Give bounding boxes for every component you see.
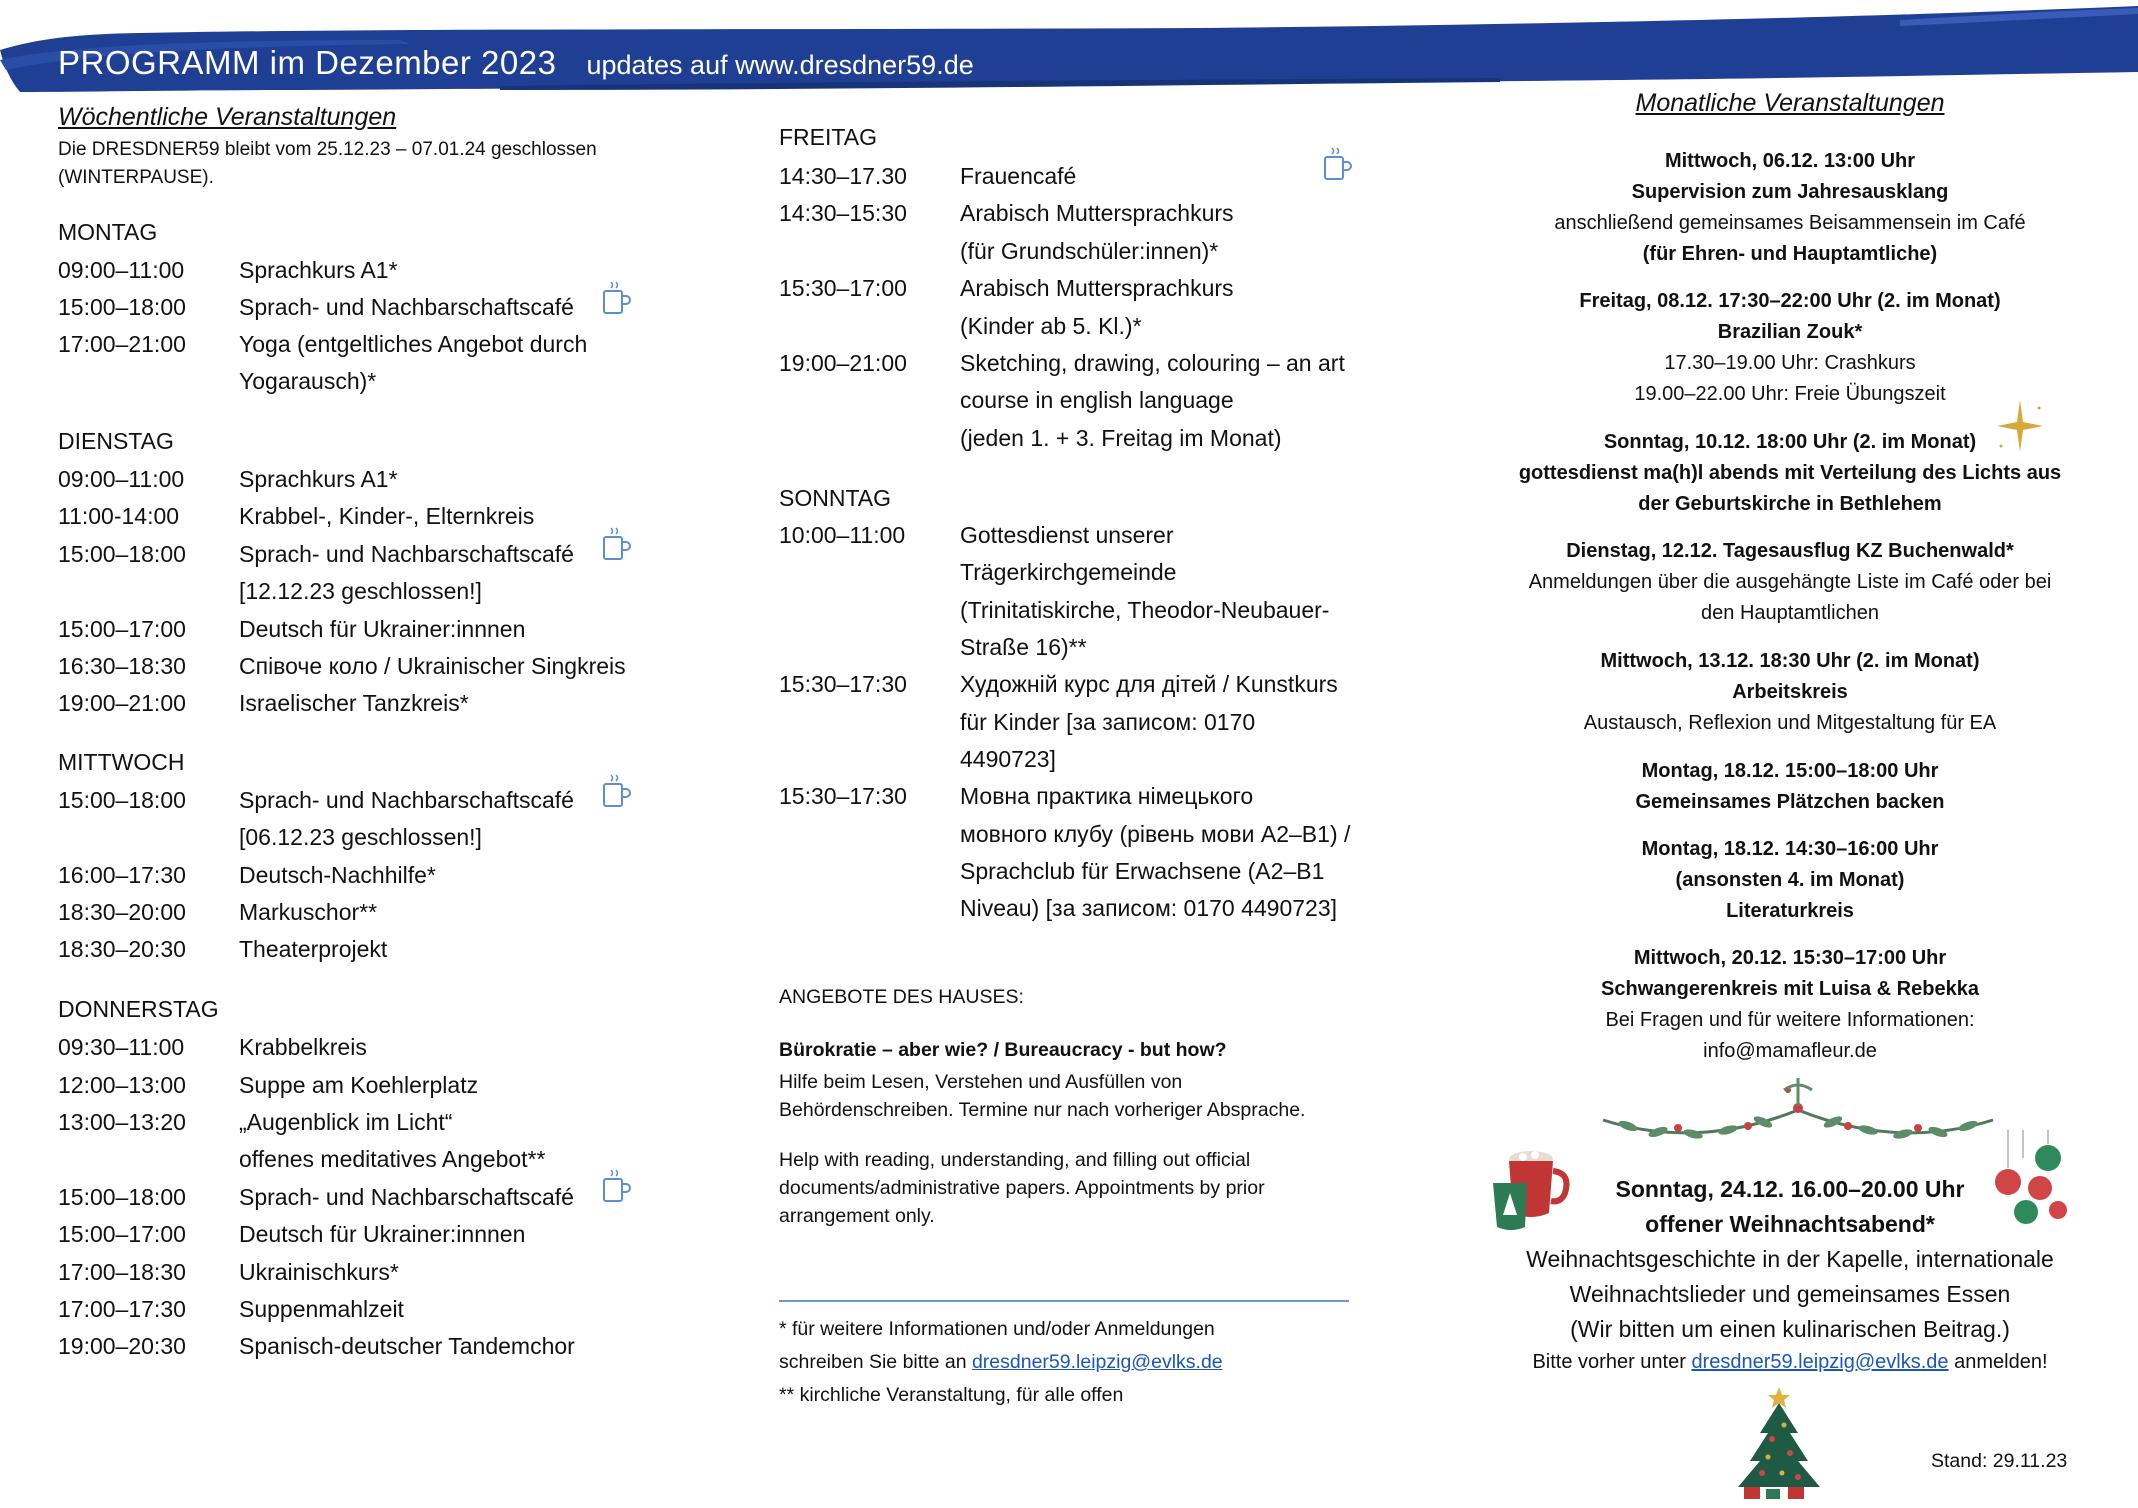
activity: Straße 16)** (960, 634, 1087, 660)
email-link[interactable]: dresdner59.leipzig@evlks.de (1691, 1351, 1949, 1373)
coffee-cup-icon (601, 280, 631, 318)
time: 18:30–20:30 (58, 936, 186, 962)
christmas-text: (Wir bitten um einen kulinarischen Beitrag.) (1570, 1316, 2010, 1342)
monthly-event (1480, 427, 2100, 520)
event-line: Freitag, 08.12. 17:30–22:00 Uhr (2. im Monat) (1579, 290, 2001, 312)
time: 17:00–18:30 (58, 1259, 186, 1285)
activity: Deutsch-Nachhilfe* (239, 862, 436, 888)
event-line: Gemeinsames Plätzchen backen (1635, 791, 1945, 813)
time: 17:00–17:30 (58, 1296, 186, 1322)
time: 15:00–17:00 (58, 616, 186, 642)
day-heading-freitag: FREITAG (779, 124, 877, 150)
activity: Співоче коло / Ukrainischer Singkreis (239, 653, 626, 679)
monthly-event (1480, 646, 2100, 739)
activity: Sketching, drawing, colouring – an art (960, 350, 1345, 376)
activity: Sprach- und Nachbarschaftscafé (239, 787, 574, 813)
event-line: Mittwoch, 13.12. 18:30 Uhr (2. im Monat) (1600, 650, 1980, 672)
event-line: Mittwoch, 06.12. 13:00 Uhr (1664, 150, 1916, 172)
time: 14:30–17.30 (779, 163, 907, 189)
time: 19:00–21:00 (779, 350, 907, 376)
event-line: der Geburtskirche in Bethlehem (1638, 493, 1942, 515)
event-line: Montag, 18.12. 15:00–18:00 Uhr (1641, 760, 1939, 782)
activity: (jeden 1. + 3. Freitag im Monat) (960, 425, 1282, 451)
activity: Arabisch Muttersprachkurs (960, 200, 1234, 226)
event-line: Schwangerenkreis mit Luisa & Rebekka (1601, 978, 1979, 1000)
day-heading-donnerstag: DONNERSTAG (58, 996, 219, 1022)
time: 11:00-14:00 (58, 503, 180, 529)
event-line: Sonntag, 10.12. 18:00 Uhr (2. im Monat) (1603, 431, 1977, 453)
house-offer-text-de (779, 1068, 1379, 1124)
time: 13:00–13:20 (58, 1109, 186, 1135)
footnote-text: schreiben Sie bitte an (779, 1351, 972, 1373)
activity: Frauencafé (960, 163, 1077, 189)
time: 09:30–11:00 (58, 1034, 185, 1060)
event-line: Bei Fragen und für weitere Informationen: (1605, 1009, 1975, 1031)
activity: Sprachkurs A1* (239, 466, 398, 492)
text-line: arrangement only. (779, 1205, 935, 1227)
register-text: Bitte vorher unter (1532, 1351, 1692, 1373)
footnote-divider (779, 1300, 1349, 1302)
monthly-heading-wrap (1480, 88, 2100, 121)
time: 19:00–20:30 (58, 1333, 186, 1359)
footnotes (779, 1313, 1379, 1412)
activity: offenes meditatives Angebot** (239, 1146, 546, 1172)
time: 15:00–18:00 (58, 541, 186, 567)
activity: Gottesdienst unserer (960, 522, 1174, 548)
christmas-title: offener Weihnachtsabend* (1645, 1211, 1935, 1237)
register-text: anmelden! (1948, 1351, 2048, 1373)
activity: Sprach- und Nachbarschaftscafé (239, 541, 574, 567)
day-heading-dienstag: DIENSTAG (58, 428, 174, 454)
monthly-heading: Monatliche Veranstaltungen (1635, 89, 1945, 117)
event-line: Dienstag, 12.12. Tagesausflug KZ Buchenwald* (1566, 540, 2014, 562)
event-line: Austausch, Reflexion und Mitgestaltung für EA (1583, 712, 1997, 734)
monthly-event (1480, 756, 2100, 818)
activity: Trägerkirchgemeinde (960, 559, 1177, 585)
event-line: Arbeitskreis (1732, 681, 1848, 703)
activity: Niveau) [за записом: 0170 4490723] (960, 895, 1338, 921)
time: 16:00–17:30 (58, 862, 186, 888)
text-line: Behördenschreiben. Termine nur nach vorheriger Absprache. (779, 1099, 1306, 1121)
monthly-event (1480, 286, 2100, 410)
stand-date: Stand: 29.11.23 (1931, 1450, 2068, 1472)
activity: [12.12.23 geschlossen!] (239, 578, 482, 604)
event-line: den Hauptamtlichen (1701, 602, 1879, 624)
time: 18:30–20:00 (58, 899, 186, 925)
time: 15:30–17:30 (779, 783, 907, 809)
activity: Deutsch für Ukrainer:innnen (239, 1221, 526, 1247)
activity: Suppenmahlzeit (239, 1296, 404, 1322)
activity: (Kinder ab 5. Kl.)* (960, 313, 1142, 339)
activity: Yoga (entgeltliches Angebot durch (239, 331, 588, 357)
coffee-cup-icon (601, 1168, 631, 1206)
activity: Deutsch für Ukrainer:innnen (239, 616, 526, 642)
activity: Sprachclub für Erwachsene (A2–B1 (960, 858, 1325, 884)
activity: Spanisch-deutscher Tandemchor (239, 1333, 575, 1359)
event-line: Brazilian Zouk* (1717, 321, 1863, 343)
activity: мовного клубу (рівень мови A2–B1) / (960, 821, 1351, 847)
activity: „Augenblick im Licht“ (239, 1109, 453, 1135)
event-line: (ansonsten 4. im Monat) (1675, 869, 1905, 891)
time: 16:30–18:30 (58, 653, 186, 679)
activity: (für Grundschüler:innen)* (960, 238, 1219, 264)
event-line: gottesdienst ma(h)l abends mit Verteilung des Lichts aus (1518, 462, 2062, 484)
activity: Arabisch Muttersprachkurs (960, 275, 1234, 301)
monthly-event (1480, 834, 2100, 927)
activity: Yogarausch)* (239, 368, 377, 394)
closure-note-line: Die DRESDNER59 bleibt vom 25.12.23 – 07.01.24 geschlossen (58, 139, 597, 160)
time: 15:00–18:00 (58, 787, 186, 813)
activity: course in english language (960, 387, 1234, 413)
event-line: Mittwoch, 20.12. 15:30–17:00 Uhr (1633, 947, 1947, 969)
text-line: Hilfe beim Lesen, Verstehen und Ausfüllen von (779, 1071, 1183, 1093)
monthly-event (1480, 943, 2100, 1067)
christmas-tree-icon (1732, 1383, 1826, 1501)
activity: (Trinitatiskirche, Theodor-Neubauer- (960, 597, 1330, 623)
text-line: Help with reading, understanding, and filling out official (779, 1149, 1251, 1171)
email-link[interactable]: dresdner59.leipzig@evlks.de (971, 1351, 1223, 1373)
closure-note-line: (WINTERPAUSE). (58, 167, 214, 188)
time: 09:00–11:00 (58, 466, 185, 492)
time: 14:30–15:30 (779, 200, 907, 226)
event-line: anschließend gemeinsames Beisammensein im Café (1554, 212, 2026, 234)
christmas-event (1480, 1172, 2100, 1378)
activity: Theaterprojekt (239, 936, 388, 962)
time: 15:00–18:00 (58, 1184, 186, 1210)
footnote-email-line (779, 1346, 1379, 1379)
coffee-cup-icon (601, 526, 631, 564)
footnote-double-star: ** kirchliche Veranstaltung, für alle offen (779, 1384, 1124, 1406)
event-line: Supervision zum Jahresausklang (1631, 181, 1949, 203)
weekly-heading: Wöchentliche Veranstaltungen (58, 103, 397, 131)
activity: Markuschor** (239, 899, 378, 925)
event-line: 17.30–19.00 Uhr: Crashkurs (1664, 352, 1916, 374)
coffee-cup-icon (1322, 146, 1352, 184)
christmas-register-line (1480, 1347, 2100, 1378)
activity: [06.12.23 geschlossen!] (239, 824, 482, 850)
time: 09:00–11:00 (58, 257, 185, 283)
event-line: Literaturkreis (1726, 900, 1854, 922)
time: 15:00–18:00 (58, 294, 186, 320)
page-title: PROGRAMM im Dezember 2023 (58, 44, 557, 81)
house-offer-text-en (779, 1146, 1379, 1230)
event-line: info@mamafleur.de (1703, 1040, 1877, 1062)
activity: Мовна практика німецького (960, 783, 1254, 809)
website-hint: updates auf www.dresdner59.de (586, 50, 974, 80)
time: 15:30–17:30 (779, 671, 907, 697)
christmas-date: Sonntag, 24.12. 16.00–20.00 Uhr (1615, 1176, 1965, 1202)
activity: Ukrainischkurs* (239, 1259, 399, 1285)
garland-icon (1598, 1070, 1998, 1150)
christmas-text: Weihnachtsgeschichte in der Kapelle, internationale (1526, 1246, 2054, 1272)
event-line: Anmeldungen über die ausgehängte Liste im Café oder bei (1528, 571, 2052, 593)
day-heading-montag: MONTAG (58, 219, 158, 245)
house-heading: ANGEBOTE DES HAUSES: (779, 986, 1024, 1008)
activity: Suppe am Koehlerplatz (239, 1072, 479, 1098)
day-heading-mittwoch: MITTWOCH (58, 749, 185, 775)
house-offer-title: Bürokratie – aber wie? / Bureaucracy - but how? (779, 1039, 1227, 1061)
time: 19:00–21:00 (58, 690, 186, 716)
activity: Krabbelkreis (239, 1034, 367, 1060)
day-heading-sonntag: SONNTAG (779, 485, 892, 511)
activity: Krabbel-, Kinder-, Elternkreis (239, 503, 535, 529)
closure-note (58, 136, 698, 192)
header-banner (0, 0, 2138, 100)
activity: Художній курс для дітей / Kunstkurs (960, 671, 1338, 697)
event-line: 19.00–22.00 Uhr: Freie Übungszeit (1634, 383, 1946, 405)
footnote-single-star: * für weitere Informationen und/oder Anmeldungen (779, 1318, 1215, 1340)
activity: Israelischer Tanzkreis* (239, 690, 469, 716)
event-line: (für Ehren- und Hauptamtliche) (1642, 243, 1938, 265)
activity: Sprach- und Nachbarschaftscafé (239, 1184, 574, 1210)
time: 15:30–17:00 (779, 275, 907, 301)
activity: Sprach- und Nachbarschaftscafé (239, 294, 574, 320)
monthly-event (1480, 146, 2100, 270)
coffee-cup-icon (601, 773, 631, 811)
time: 15:00–17:00 (58, 1221, 186, 1247)
monthly-event (1480, 536, 2100, 629)
activity: Sprachkurs A1* (239, 257, 398, 283)
house-offers (779, 983, 1379, 1230)
time: 17:00–21:00 (58, 331, 186, 357)
event-line: Montag, 18.12. 14:30–16:00 Uhr (1641, 838, 1939, 860)
activity: 4490723] (960, 746, 1056, 772)
text-line: documents/administrative papers. Appointments by prior (779, 1177, 1265, 1199)
time: 10:00–11:00 (779, 522, 906, 548)
time: 12:00–13:00 (58, 1072, 186, 1098)
activity: für Kinder [за записом: 0170 (960, 709, 1256, 735)
christmas-text: Weihnachtslieder und gemeinsames Essen (1569, 1281, 2011, 1307)
